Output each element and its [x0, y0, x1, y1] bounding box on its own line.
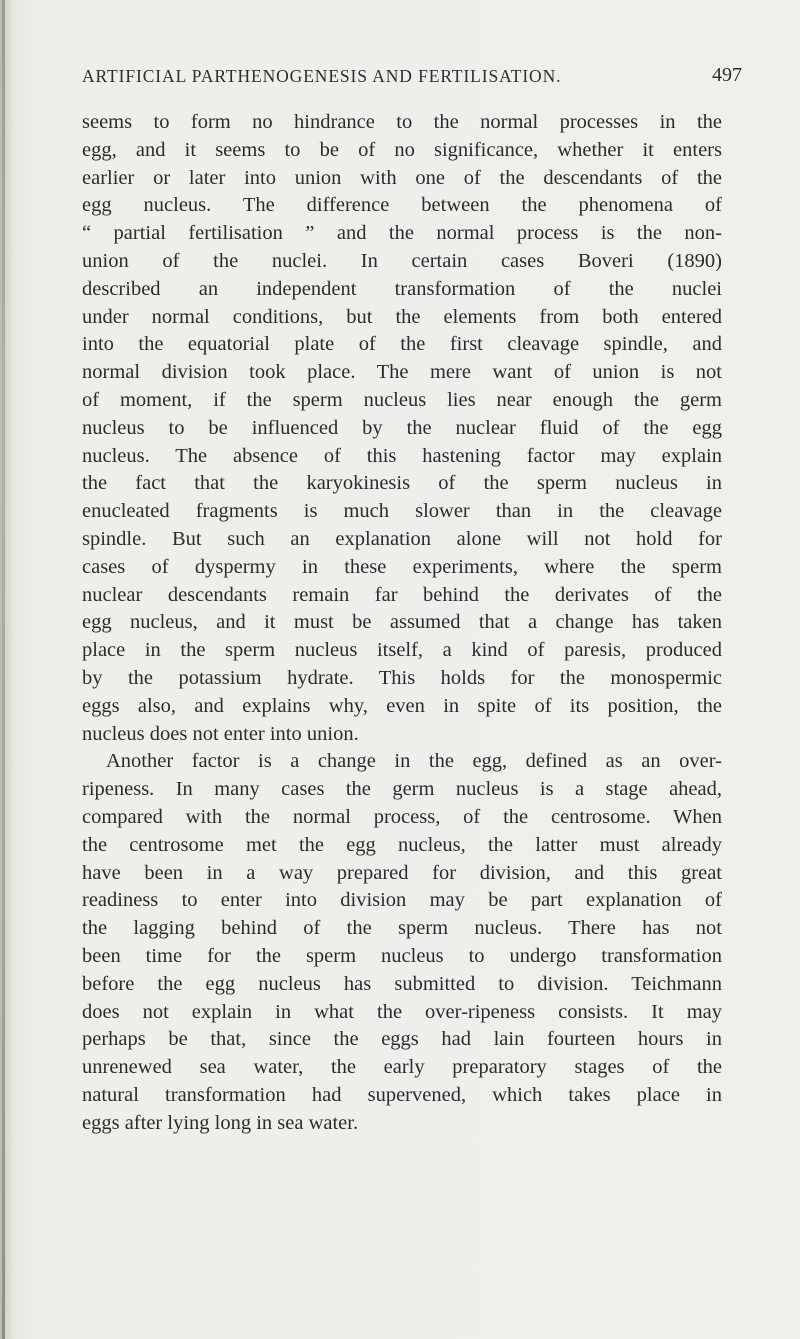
text-line: the lagging behind of the sperm nucleus. There has not: [82, 917, 722, 940]
text-line: readiness to enter into division may be part explanation of: [82, 889, 722, 912]
text-line: before the egg nucleus has submitted to division. Teichmann: [82, 972, 722, 995]
text-line-paragraph-end: eggs after lying long in sea water.: [82, 1111, 359, 1134]
text-line: place in the sperm nucleus itself, a kind of paresis, produced: [82, 639, 722, 662]
text-line: of moment, if the sperm nucleus lies near enough the germ: [82, 388, 722, 411]
text-line: have been in a way prepared for division, and this great: [82, 861, 722, 884]
text-line: egg nucleus. The difference between the phenomena of: [82, 194, 722, 217]
page-number: 497: [712, 64, 742, 86]
body-text: [82, 109, 722, 1137]
text-line: under normal conditions, but the elements from both entered: [82, 305, 722, 328]
text-line: the fact that the karyokinesis of the sperm nucleus in: [82, 472, 722, 495]
text-line: cases of dyspermy in these experiments, where the sperm: [82, 555, 722, 578]
text-line: spindle. But such an explanation alone will not hold for: [82, 527, 722, 550]
text-line: egg nucleus, and it must be assumed that a change has taken: [82, 611, 722, 634]
text-line: natural transformation had supervened, which takes place in: [82, 1083, 722, 1106]
page-spine-shadow: [2, 0, 5, 1339]
text-line: described an independent transformation of the nuclei: [82, 277, 722, 300]
text-line-paragraph-start: Another factor is a change in the egg, defined as an over-: [106, 750, 722, 773]
text-line-paragraph-end: nucleus does not enter into union.: [82, 722, 359, 745]
text-line: egg, and it seems to be of no significance, whether it enters: [82, 138, 722, 161]
text-line: perhaps be that, since the eggs had lain fourteen hours in: [82, 1028, 722, 1051]
text-line: enucleated fragments is much slower than in the cleavage: [82, 500, 722, 523]
text-line: ripeness. In many cases the germ nucleus is a stage ahead,: [82, 778, 722, 801]
running-head-title: ARTIFICIAL PARTHENOGENESIS AND FERTILISATION.: [82, 66, 562, 86]
text-line: seems to form no hindrance to the normal processes in the: [82, 111, 722, 133]
text-line: eggs also, and explains why, even in spite of its position, the: [82, 694, 722, 717]
text-line: into the equatorial plate of the first cleavage spindle, and: [82, 333, 722, 356]
text-line: compared with the normal process, of the centrosome. When: [82, 805, 722, 828]
text-line: earlier or later into union with one of the descendants of the: [82, 166, 722, 189]
running-head: [0, 66, 800, 94]
text-line: nuclear descendants remain far behind the derivates of the: [82, 583, 722, 606]
text-line: does not explain in what the over-ripeness consists. It may: [82, 1000, 722, 1023]
text-line: unrenewed sea water, the early preparatory stages of the: [82, 1056, 722, 1079]
text-line: been time for the sperm nucleus to undergo transformation: [82, 944, 722, 967]
text-line: nucleus. The absence of this hastening factor may explain: [82, 444, 722, 467]
text-line: union of the nuclei. In certain cases Boveri (1890): [82, 249, 722, 272]
text-line: by the potassium hydrate. This holds for the monospermic: [82, 666, 722, 689]
text-line: the centrosome met the egg nucleus, the latter must already: [82, 833, 722, 856]
text-line: normal division took place. The mere want of union is not: [82, 361, 722, 384]
text-line: nucleus to be influenced by the nuclear fluid of the egg: [82, 416, 722, 439]
text-line: “ partial fertilisation ” and the normal process is the non-: [82, 222, 722, 245]
